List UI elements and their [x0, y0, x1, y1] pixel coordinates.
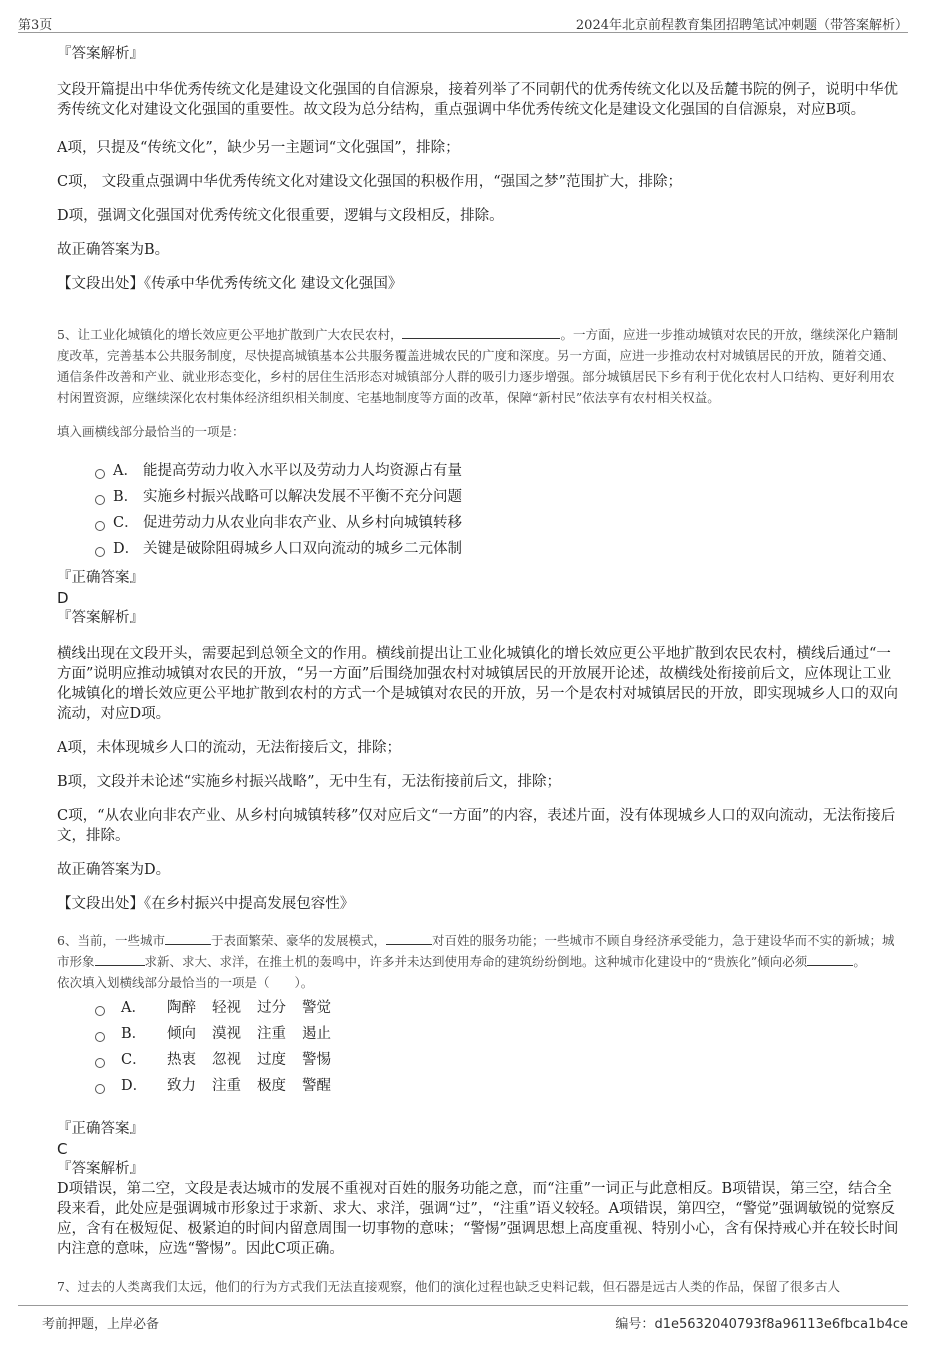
q6-options [95, 995, 900, 1099]
code-label: 编号： [615, 1317, 655, 1332]
q6-stem [57, 930, 900, 972]
q6-blank-1 [165, 930, 211, 945]
option-text: 实施乡村振兴战略可以解决发展不平衡不充分问题 [143, 489, 462, 505]
radio-icon[interactable] [95, 469, 105, 479]
q5-stem-start: 5、让工业化城镇化的增长效应更公平地扩散到广大农民农村， [57, 327, 403, 342]
option-letter: D． [121, 1078, 148, 1094]
q6-stem-part: 。 [853, 954, 866, 969]
option-word: 过度 [257, 1052, 286, 1068]
radio-icon[interactable] [95, 1032, 105, 1042]
q5-blank [402, 324, 560, 339]
q5-correct-answer: D [57, 589, 69, 607]
q4-analysis-paragraph: 文段开篇提出中华优秀传统文化是建设文化强国的自信源泉，接着列举了不同朝代的优秀传统文化以及岳麓书院的例子，说明中华优秀传统文化对建设文化强国的重要性。故文段为总分结构，重点强调中华优秀传统文化是建设文化强国的自信源泉，对应B项。 [57, 82, 898, 118]
page-footer [18, 1305, 908, 1332]
q6-option-d[interactable] [95, 1073, 900, 1099]
option-word: 极度 [257, 1078, 286, 1094]
q5-prompt: 填入画横线部分最恰当的一项是： [57, 424, 245, 439]
option-word: 陶醉 [167, 1000, 196, 1016]
q5-option-a[interactable] [95, 458, 900, 484]
radio-icon[interactable] [95, 521, 105, 531]
q4-option-c-analysis: C项， 文段重点强调中华优秀传统文化对建设文化强国的积极作用，“强国之梦”范围扩大，排除； [57, 174, 683, 190]
q6-blank-4 [807, 951, 853, 966]
option-word: 警惕 [302, 1052, 331, 1068]
q6-stem-part: 对百姓的服务功能；一些城市不顾自身经济承受能力，急于建设华而不实的新城；城市形象 [57, 933, 895, 969]
option-text: 关键是破除阻碍城乡人口双向流动的城乡二元体制 [143, 541, 462, 557]
option-letter: B． [113, 489, 139, 505]
option-letter: A． [121, 1000, 146, 1016]
q6-blank-3 [95, 951, 145, 966]
option-letter: C． [121, 1052, 147, 1068]
q4-option-d-analysis: D项，强调文化强国对优秀传统文化很重要，逻辑与文段相反，排除。 [57, 208, 504, 224]
q6-analysis-tag: 『答案解析』 [57, 1161, 144, 1177]
q5-options [95, 458, 900, 562]
q5-conclusion: 故正确答案为D。 [57, 862, 171, 878]
q6-stem-part: 于表面繁荣、豪华的发展模式， [210, 933, 386, 948]
q5-correct-tag: 『正确答案』 [57, 570, 144, 586]
option-text: 促进劳动力从农业向非农产业、从乡村向城镇转移 [143, 515, 462, 531]
q5-option-b-analysis: B项，文段并未论述“实施乡村振兴战略”，无中生有，无法衔接前后文，排除； [57, 774, 561, 790]
q5-option-a-analysis: A项，未体现城乡人口的流动，无法衔接后文，排除； [57, 740, 401, 756]
option-word: 倾向 [167, 1026, 196, 1042]
q6-option-a[interactable] [95, 995, 900, 1021]
option-text: 能提高劳动力收入水平以及劳动力人均资源占有量 [143, 463, 462, 479]
option-word: 致力 [167, 1078, 196, 1094]
q4-analysis-tag: 『答案解析』 [57, 46, 144, 62]
q5-option-b[interactable] [95, 484, 900, 510]
option-word: 警觉 [302, 1000, 331, 1016]
q4-source: 【文段出处】《传承中华优秀传统文化 建设文化强国》 [57, 276, 403, 292]
q6-correct-answer: C [57, 1140, 68, 1158]
radio-icon[interactable] [95, 547, 105, 557]
radio-icon[interactable] [95, 495, 105, 505]
option-letter: B． [121, 1026, 147, 1042]
q5-option-c-analysis: C项，“从农业向非农产业、从乡村向城镇转移”仅对应后文“一方面”的内容，表述片面，没有体现城乡人口的双向流动，无法衔接后文，排除。 [57, 808, 896, 844]
option-word: 轻视 [212, 1000, 241, 1016]
question-5 [57, 324, 900, 914]
q6-blank-2 [386, 930, 432, 945]
q6-option-b[interactable] [95, 1021, 900, 1047]
radio-icon[interactable] [95, 1058, 105, 1068]
q6-correct-tag: 『正确答案』 [57, 1121, 144, 1137]
q5-analysis-tag: 『答案解析』 [57, 610, 144, 626]
q5-option-c[interactable] [95, 510, 900, 536]
document-title: 2024年北京前程教育集团招聘笔试冲刺题（带答案解析） [575, 18, 908, 33]
radio-icon[interactable] [95, 1084, 105, 1094]
option-word: 注重 [257, 1026, 286, 1042]
option-word: 漠视 [212, 1026, 241, 1042]
q4-conclusion: 故正确答案为B。 [57, 242, 170, 258]
q7-partial-stem: 7、过去的人类离我们太远，他们的行为方式我们无法直接观察，他们的演化过程也缺乏史料记载，但石器是远古人类的作品，保留了很多古人 [57, 1279, 840, 1294]
q6-stem-part: 求新、求大、求洋，在推土机的轰鸣中，许多并未达到使用寿命的建筑纷纷倒地。这种城市化建设中的“贵族化”倾向必须 [144, 954, 808, 969]
page-number: 第3页 [18, 18, 53, 33]
q6-option-c[interactable] [95, 1047, 900, 1073]
radio-icon[interactable] [95, 1006, 105, 1016]
option-word: 过分 [257, 1000, 286, 1016]
option-letter: C． [113, 515, 139, 531]
footer-slogan: 考前押题，上岸必备 [42, 1317, 160, 1332]
document-code [615, 1313, 908, 1332]
option-word: 热衷 [167, 1052, 196, 1068]
page-header [18, 10, 908, 33]
option-letter: D． [113, 541, 140, 557]
option-word: 遏止 [302, 1026, 331, 1042]
q6-stem-part: 6、当前，一些城市 [57, 933, 165, 948]
page-content [57, 44, 900, 1296]
q5-source: 【文段出处】《在乡村振兴中提高发展包容性》 [57, 896, 355, 912]
option-word: 注重 [212, 1078, 241, 1094]
q5-analysis-paragraph: 横线出现在文段开头，需要起到总领全文的作用。横线前提出让工业化城镇化的增长效应更公平地扩散到农民农村，横线后通过“一方面”说明应推动城镇对农民的开放，“另一方面”后围绕加强农村对城镇居民的开放展开论述，故横线处衔接前后文，应体现让工业化城镇化的增长效应更公平地扩散到农村的方式一个是城镇对农民的开放，另一个是农村对城镇居民的开放，即实现城乡人口的双向流动，对应D项。 [57, 646, 898, 722]
q5-stem-end: 。一方面，应进一步推动城镇对农民的开放，继续深化户籍制度改革，完善基本公共服务制度，尽快提高城镇基本公共服务覆盖进城农民的广度和深度。另一方面，应进一步推动农村对城镇居民的开放，随着交通、通信条件改善和产业、就业形态变化，乡村的居住生活形态对城镇部分人群的吸引力逐步增强。部分城镇居民下乡有利于优化农村人口结构、更好利用农村闲置资源，应继续深化农村集体经济组织相关制度、宅基地制度等方面的改革，保障“新村民”依法享有农村相关权益。 [57, 327, 898, 405]
q5-option-d[interactable] [95, 536, 900, 562]
q6-prompt: 依次填入划横线部分最恰当的一项是（ ）。 [57, 975, 314, 990]
q4-option-a-analysis: A项，只提及“传统文化”，缺少另一主题词“文化强国”，排除； [57, 140, 460, 156]
option-word: 忽视 [212, 1052, 241, 1068]
option-word: 警醒 [302, 1078, 331, 1094]
code-value: d1e5632040793f8a96113e6fbca1b4ce [654, 1317, 908, 1332]
q5-stem [57, 324, 900, 408]
question-6 [57, 930, 900, 1296]
option-letter: A． [113, 463, 138, 479]
q6-analysis-paragraph: D项错误，第二空，文段是表达城市的发展不重视对百姓的服务功能之意，而“注重”一词正与此意相反。B项错误，第三空，结合全段来看，此处应是强调城市形象过于求新、求大、求洋，强调“过”，“注重”语义较轻。A项错误，第四空，“警觉”强调敏锐的觉察反应，含有在极短促、极紧迫的时间内留意周围一切事物的意味；“警惕”强调思想上高度重视、特别小心，含有保持戒心并在较长时间内注意的意味，应选“警惕”。因此C项正确。 [57, 1181, 899, 1257]
